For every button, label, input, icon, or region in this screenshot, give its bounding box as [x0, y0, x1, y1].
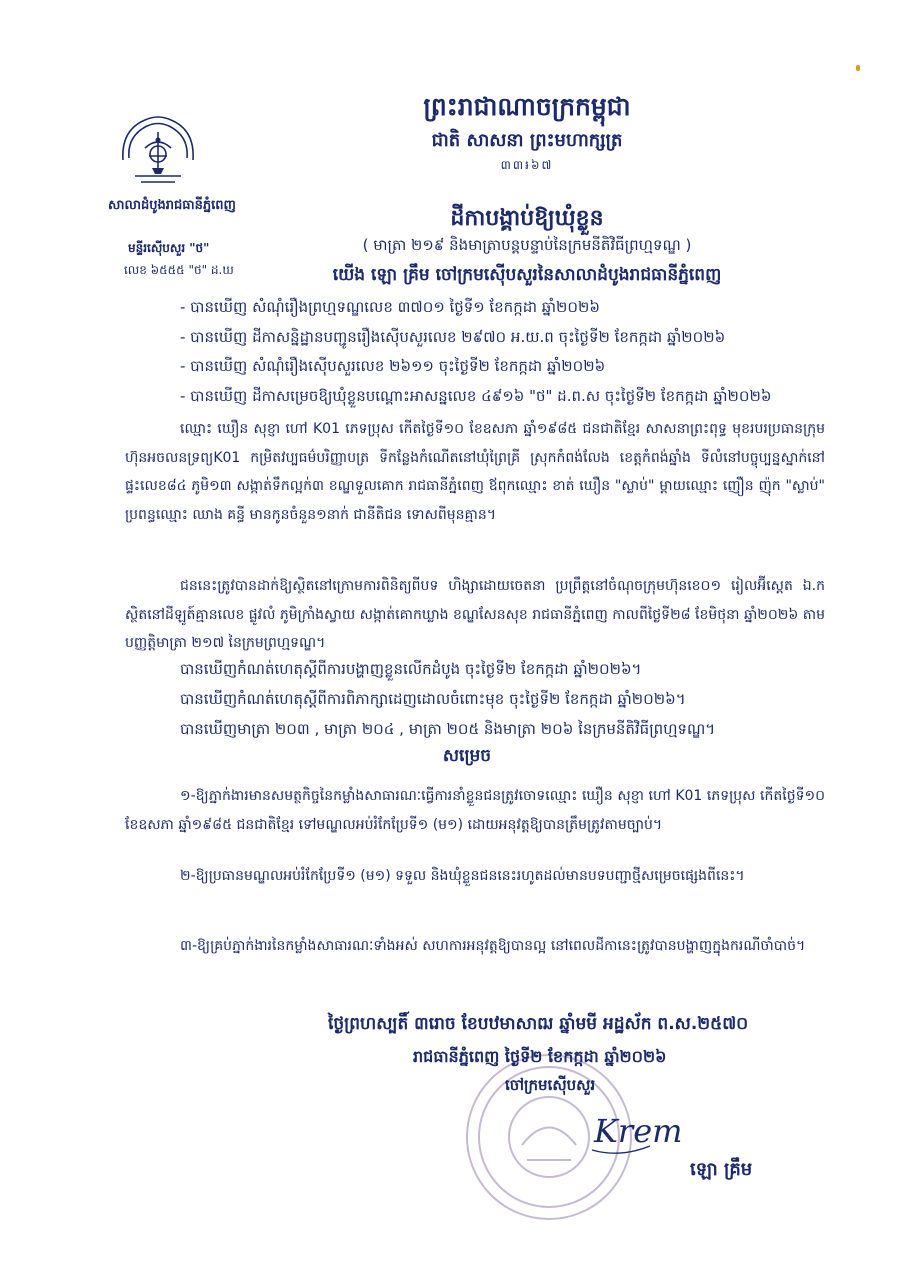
investigation-office: មន្ទីរស៊ើបសួរ "ថ": [128, 241, 210, 255]
seen-item: - បានឃើញ ដីកាសម្រេចឱ្យឃុំខ្លួនបណ្ដោះអាសន្នលេខ ៤៩១៦ "ថ" ដ.ព.ស ចុះថ្ងៃទី២ ខែកក្កដា ឆ្នាំ២០២៦: [180, 387, 772, 405]
decision-heading: សម្រេច: [442, 746, 492, 766]
seen-more-item: បានឃើញកំណត់ហេតុស្ដីពីការពិភាក្សាដេញដោលចំពោះមុខ ចុះថ្ងៃទី២ ខែកក្កដា ឆ្នាំ២០២៦។: [180, 690, 686, 708]
issuing-judge: យើង ឡោ គ្រឹម ចៅក្រមស៊ើបសួរនៃសាលាដំបូងរាជធានីភ្នំពេញ: [332, 265, 722, 285]
ornament-divider: ៣៣៛៦៧: [500, 158, 554, 172]
seen-item: - បានឃើញ សំណុំរឿងព្រហ្មទណ្ឌលេខ ៣៧០១ ថ្ងៃទី១ ខែកក្កដា ឆ្នាំ២០២៦: [180, 298, 601, 316]
handwritten-signature: [590, 1100, 700, 1160]
signer-name: ឡោ គ្រឹម: [690, 1159, 753, 1180]
document-title: ដីកាបង្គាប់ឱ្យឃុំខ្លួន: [450, 206, 604, 231]
court-name: សាលាដំបូងរាជធានីភ្នំពេញ: [108, 198, 236, 213]
seen-more-item: បានឃើញមាត្រា ២០៣ , មាត្រា ២០៤ , មាត្រា ២០៥ និងមាត្រា ២០៦ នៃក្រមនីតិវិធីព្រហ្មទណ្ឌ។: [180, 720, 716, 738]
legal-basis: ( មាត្រា ២១៩ និងមាត្រាបន្តបន្ទាប់នៃក្រមនីតិវិធីព្រហ្មទណ្ឌ ): [362, 236, 692, 254]
decision-item: ២-ឱ្យប្រធានមណ្ឌលអប់រំកែប្រែទី១ (ម១) ទទួល និងឃុំខ្លួនជននេះរហូតដល់មានបទបញ្ជាថ្មីសម្រេចផ្សេងពីនេះ។: [180, 868, 745, 884]
charge-paragraph: ជននេះត្រូវបានដាក់ឱ្យស្ថិតនៅក្រោមការពិនិត្យពីបទ ហិង្សាដោយចេតនា ប្រព្រឹត្តនៅចំណុចក្រុមហ៊ុនខេ០១ រៀលអ៊ីស្តេត ឯ.ក ស្ថិតនៅដីឡូត៍គ្មានលេខ ផ្លូវលំ ភូមិក្រាំងស្វាយ សង្កាត់គោកឃ្លាង ខណ្ឌសែនសុខ រាជធានីភ្នំពេញ កាលពីថ្ងៃទី២៨ ខែមិថុនា ឆ្នាំ២០២៦ តាមបញ្ញត្តិមាត្រា ២១៧ នៃក្រមព្រហ្មទណ្ឌ។: [125, 578, 825, 651]
accused-details-paragraph: ឈ្មោះ ឃឿន សុខ្ញា ហៅ K01 ភេទប្រុស កើតថ្ងៃទី១០ ខែឧសភា ឆ្នាំ១៩៨៥ ជនជាតិខ្មែរ សាសនាព្រះពុទ្ធ មុខរបរប្រធានក្រុមហ៊ុនអចលនទ្រព្យK01 កម្រិតវប្បធម៌បរិញ្ញាបត្រ ទីកន្លែងកំណើតនៅឃុំព្រៃគ្រី ស្រុកកំពង់លែង ខេត្តកំពង់ឆ្នាំង ទីលំនៅបច្ចុប្បន្នស្នាក់នៅផ្ទះលេខ៨៤ ភូមិ១៣ សង្កាត់ទឹកល្អក់៣ ខណ្ឌទួលគោក រាជធានីភ្នំពេញ ឪពុកឈ្មោះ ខាត់ ឃឿន "ស្លាប់" ម្ដាយឈ្មោះ ញឿន ញ៉ុក "ស្លាប់" ប្រពន្ធឈ្មោះ ឈាង គន្ធី មានកូនចំនួន១នាក់ ជានីតិជន ទោសពីមុនគ្មាន។: [125, 421, 825, 523]
kingdom-heading: ព្រះរាជាណាចក្រកម្ពុជា: [423, 92, 631, 121]
corner-mark: [856, 65, 860, 71]
decision-item: ៣-ឱ្យគ្រប់ភ្នាក់ងារនៃកម្លាំងសាធារណៈទាំងអស់ សហការអនុវត្តឱ្យបានល្អ នៅពេលដីកានេះត្រូវបានបង្ហាញក្នុងករណីចាំបាច់។: [180, 938, 806, 954]
national-motto: ជាតិ សាសនា ព្រះមហាក្សត្រ: [431, 130, 623, 151]
decision-item: ១-ឱ្យភ្នាក់ងារមានសមត្ថកិច្ចនៃកម្លាំងសាធារណៈធ្វើការនាំខ្លួនជនត្រូវចោទឈ្មោះ ឃឿន សុខ្ញា ហៅ K01 ភេទប្រុស កើតថ្ងៃទី១០ ខែឧសភា ឆ្នាំ១៩៨៥ ជនជាតិខ្មែរ ទៅមណ្ឌលអប់រំកែប្រែទី១ (ម១) ដោយអនុវត្តឱ្យបានត្រឹមត្រូវតាមច្បាប់។: [125, 788, 825, 833]
seen-item: - បានឃើញ ដីកាសន្និដ្ឋានបញ្ជូនរឿងស៊ើបសួរលេខ ២៩៧០ អ.យ.ព ចុះថ្ងៃទី២ ខែកក្កដា ឆ្នាំ២០២៦: [180, 328, 726, 346]
reference-number: លេខ ៦៥៥៥ "ថ" ដ.ឃ: [124, 263, 234, 277]
lunar-date: ថ្ងៃព្រហស្បតិ៍ ៣រោច ខែបឋមាសាឍ ឆ្នាំមមី អដ្ឋស័ក ព.ស.២៥៧០: [328, 1014, 749, 1034]
signer-title: ចៅក្រមស៊ើបសួរ: [505, 1076, 596, 1094]
signature-text: Krem: [594, 1112, 683, 1150]
seen-more-item: បានឃើញកំណត់ហេតុស្ដីពីការបង្ហាញខ្លួនលើកដំបូង ចុះថ្ងៃទី២ ខែកក្កដា ឆ្នាំ២០២៦។: [180, 660, 642, 678]
place-and-date: រាជធានីភ្នំពេញ ថ្ងៃទី២ ខែកក្កដា ឆ្នាំ២០២៦: [413, 1047, 667, 1066]
seen-item: - បានឃើញ សំណុំរឿងស៊ើបសួរលេខ ២៦១១ ចុះថ្ងៃទី២ ខែកក្កដា ឆ្នាំ២០២៦: [180, 357, 606, 375]
